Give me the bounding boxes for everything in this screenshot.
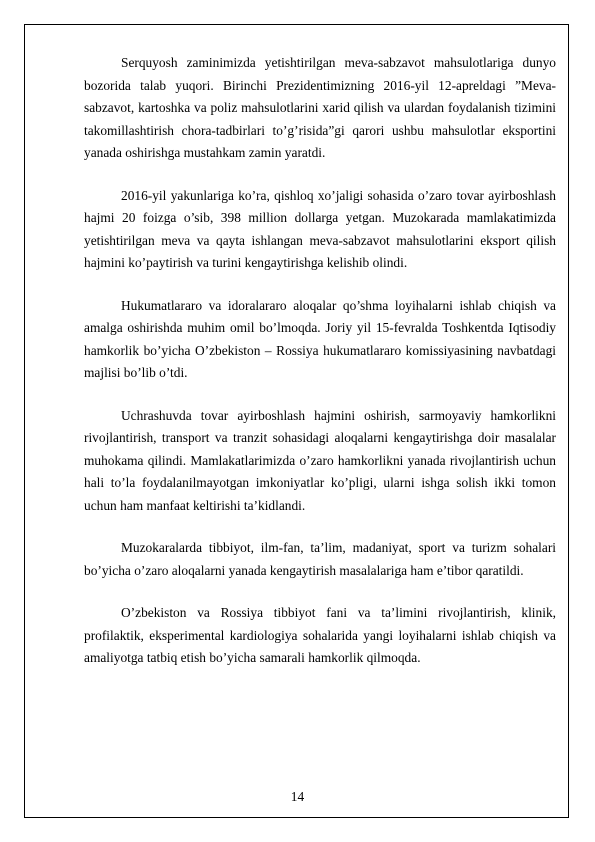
paragraph-6: O’zbekiston va Rossiya tibbiyot fani va ta’limini rivojlantirish, klinik, profilaktik, eksperimental kardiologiya sohalarida yangi loyihalarni ishlab chiqish va amaliyotga tatbiq etish bo’yicha samarali hamkorlik qilmoqda. (84, 605, 556, 665)
paragraph-1: Serquyosh zaminimizda yetishtirilgan meva-sabzavot mahsulotlariga dunyo bozorida talab yuqori. Birinchi Prezidentimizning 2016-yil 12-apreldagi ”Meva-sabzavot, kartoshka va poliz mahsulotlarini xarid qilish va ulardan foydalanish tizimini takomillashtirish chora-tadbirlari to’g’risida”gi qarori ushbu mahsulotlar eksportini yanada oshirishga mustahkam zamin yaratdi. (84, 55, 556, 160)
paragraph-4: Uchrashuvda tovar ayirboshlash hajmini oshirish, sarmoyaviy hamkorlikni rivojlantirish, transport va tranzit sohasidagi aloqalarni kengaytirishga doir masalalar muhokama qilindi. Mamlakatlarimizda o’zaro hamkorlikni yanada rivojlantirish uchun hali to’la foydalanilmayotgan imkoniyatlar ko’pligi, ularni ishga solish ikki tomon uchun ham manfaat keltirishi ta’kidlandi. (84, 407, 556, 513)
paragraph-5: Muzokaralarda tibbiyot, ilm-fan, ta’lim, madaniyat, sport va turizm sohalari bo’yicha o’zaro aloqalarni yanada kengaytirish masalalariga ham e’tibor qaratildi. (84, 540, 556, 578)
paragraph-2: 2016-yil yakunlariga ko’ra, qishloq xo’jaligi sohasida o’zaro tovar ayirboshlash hajmi 20 foizga o’sib, 398 million dollarga yetgan. Muzokarada mamlakatimizda yetishtirilgan meva va qayta ishlangan meva-sabzavot mahsulotlarini eksport qilish hajmini ko’paytirish va turini kengaytirishga kelishib olindi. (84, 187, 556, 270)
paragraph-3: Hukumatlararo va idoralararo aloqalar qo’shma loyihalarni ishlab chiqish va amalga oshirishda muhim omil bo’lmoqda. Joriy yil 15-fevralda Toshkentda Iqtisodiy hamkorlik bo’yicha O’zbekiston – Rossiya hukumatlararo komissiyasining navbatdagi majlisi bo’lib o’tdi. (84, 297, 556, 380)
page-number: 14 (290, 789, 305, 804)
document-body (84, 52, 556, 690)
